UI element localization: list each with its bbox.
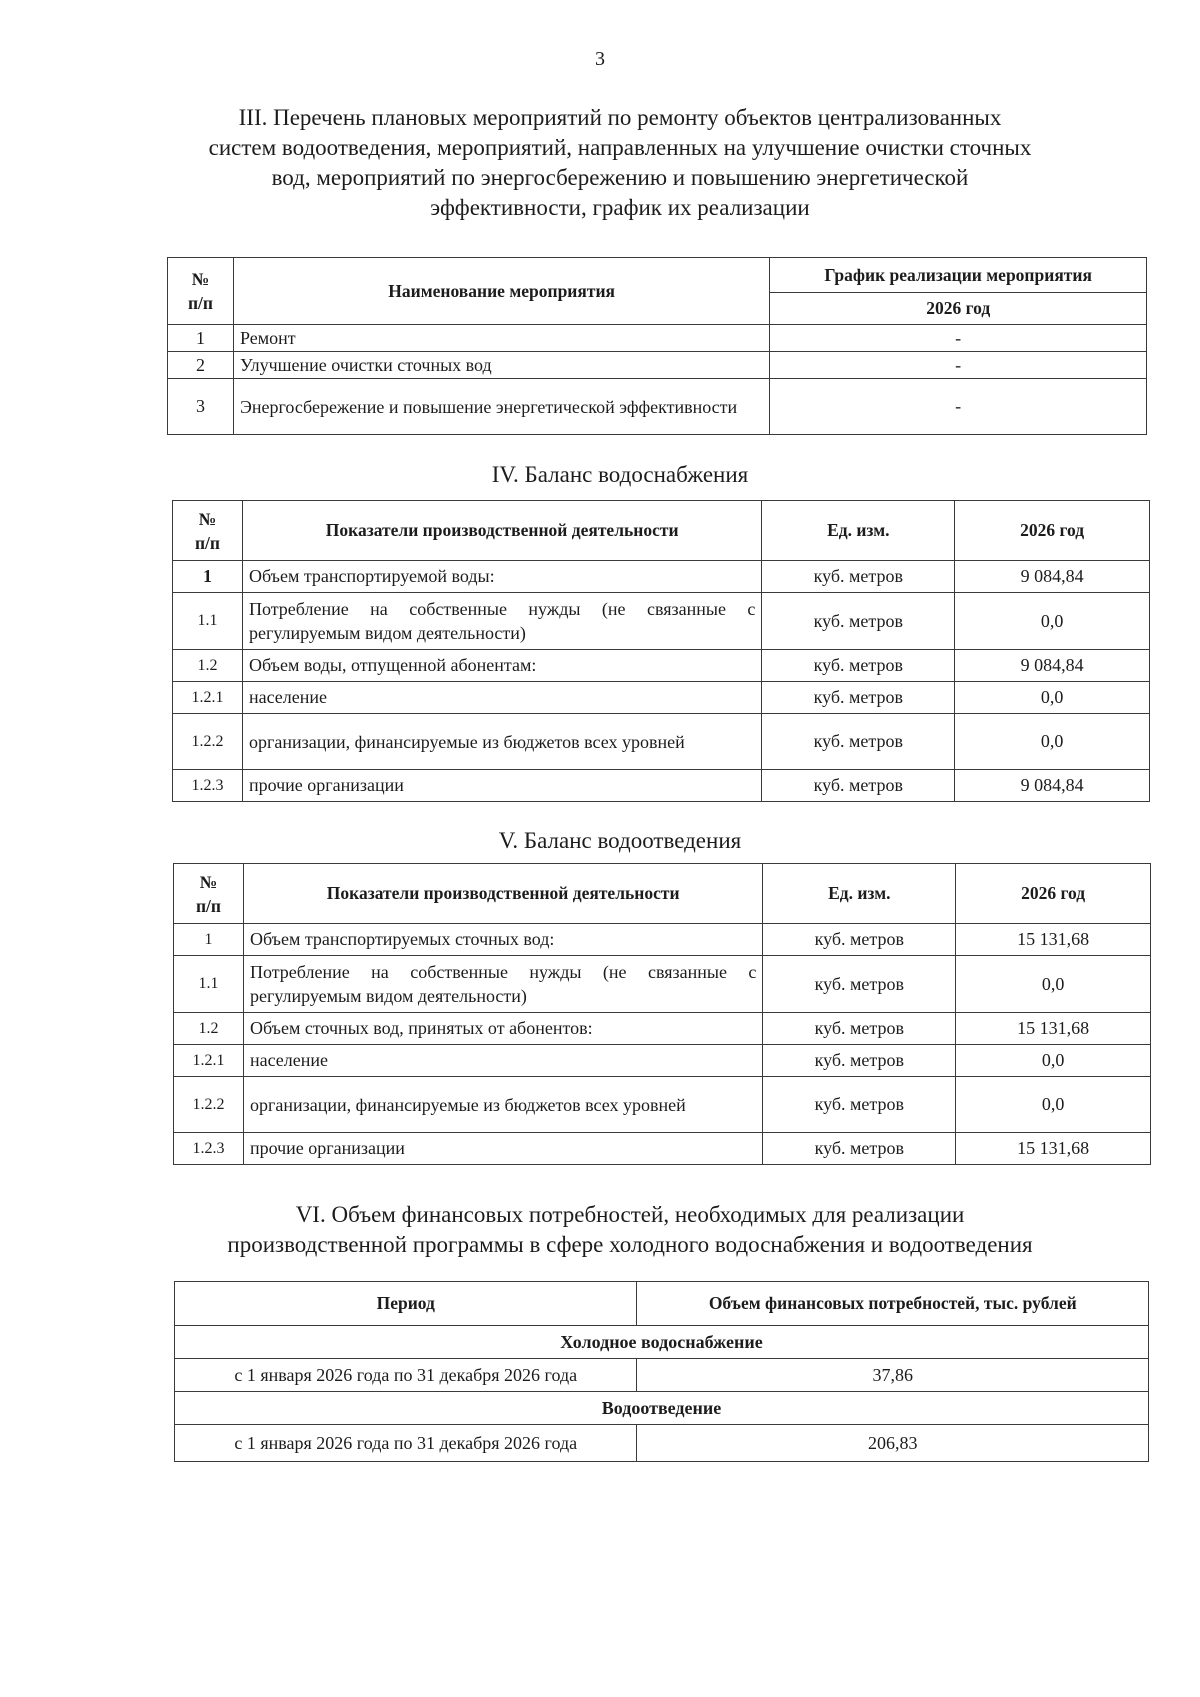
section3-title (150, 103, 1090, 223)
row-value: - (770, 379, 1147, 435)
row-unit: куб. метров (763, 1077, 956, 1133)
row-num: 1.1 (174, 956, 244, 1013)
row-name: Улучшение очистки сточных вод (233, 352, 769, 379)
row-value: 15 131,68 (956, 1133, 1151, 1165)
row-name: население (243, 1045, 762, 1077)
row-value: - (770, 352, 1147, 379)
row-unit: куб. метров (762, 714, 955, 770)
row-num: 1.2.1 (174, 1045, 244, 1077)
group-cold-water-supply: Холодное водоснабжение (175, 1326, 1149, 1359)
row-unit: куб. метров (763, 1045, 956, 1077)
row-value: 0,0 (955, 593, 1150, 650)
table-row (174, 956, 1151, 1013)
row-value: 15 131,68 (956, 1013, 1151, 1045)
row-value: 0,0 (955, 714, 1150, 770)
table-row (175, 1359, 1149, 1392)
row-value: 9 084,84 (955, 770, 1150, 802)
row-num: 1.2.2 (173, 714, 243, 770)
section6-title-line: производственной программы в сфере холодного водоснабжения и водоотведения (227, 1232, 1033, 1257)
row-name: Объем сточных вод, принятых от абонентов: (243, 1013, 762, 1045)
col-unit-header: Ед. изм. (763, 864, 956, 924)
row-value: 0,0 (956, 956, 1151, 1013)
table-row (173, 770, 1150, 802)
table-row (175, 1425, 1149, 1462)
row-name: Ремонт (233, 325, 769, 352)
row-unit: куб. метров (763, 1133, 956, 1165)
row-unit: куб. метров (763, 1013, 956, 1045)
section3-title-line: эффективности, график их реализации (430, 195, 810, 220)
table-row (174, 924, 1151, 956)
row-value: 0,0 (956, 1077, 1151, 1133)
table-row (173, 650, 1150, 682)
financial-needs-table (174, 1281, 1149, 1462)
row-name: Объем транспортируемой воды: (242, 561, 761, 593)
section5-title (150, 826, 1090, 856)
row-value: - (770, 325, 1147, 352)
col-year-header: 2026 год (955, 501, 1150, 561)
table-row (174, 1013, 1151, 1045)
group-wastewater: Водоотведение (175, 1392, 1149, 1425)
col-amount-header: Объем финансовых потребностей, тыс. рублей (637, 1282, 1149, 1326)
col-year-header: 2026 год (956, 864, 1151, 924)
row-name: организации, финансируемые из бюджетов всех уровней (242, 714, 761, 770)
row-unit: куб. метров (762, 593, 955, 650)
row-value: 0,0 (956, 1045, 1151, 1077)
row-period: с 1 января 2026 года по 31 декабря 2026 года (175, 1359, 637, 1392)
col-num-header: № п/п (173, 501, 243, 561)
events-table (167, 257, 1147, 435)
row-num: 1.2.3 (174, 1133, 244, 1165)
table-row (173, 714, 1150, 770)
section4-title-text: IV. Баланс водоснабжения (491, 462, 749, 487)
col-name-header: Показатели производственной деятельности (243, 864, 762, 924)
row-value: 0,0 (955, 682, 1150, 714)
row-name: Энергосбережение и повышение энергетической эффективности (233, 379, 769, 435)
row-name: Потребление на собственные нужды (не связанные с регулируемым видом деятельности) (243, 956, 762, 1013)
row-num: 1.1 (173, 593, 243, 650)
table-row (173, 593, 1150, 650)
row-name: Потребление на собственные нужды (не связанные с регулируемым видом деятельности) (242, 593, 761, 650)
row-name: Объем воды, отпущенной абонентам: (242, 650, 761, 682)
col-period-header: Период (175, 1282, 637, 1326)
row-unit: куб. метров (762, 561, 955, 593)
row-num: 1 (174, 924, 244, 956)
row-num: 1.2 (174, 1013, 244, 1045)
table-row (168, 352, 1147, 379)
section3-title-line: систем водоотведения, мероприятий, направленных на улучшение очистки сточных (208, 135, 1032, 160)
col-schedule-header: График реализации мероприятия (770, 258, 1147, 293)
row-unit: куб. метров (763, 956, 956, 1013)
row-unit: куб. метров (762, 682, 955, 714)
row-name: прочие организации (243, 1133, 762, 1165)
row-num: 1 (168, 325, 234, 352)
table-row (174, 1133, 1151, 1165)
col-name-header: Наименование мероприятия (233, 258, 769, 325)
row-name: организации, финансируемые из бюджетов всех уровней (243, 1077, 762, 1133)
row-unit: куб. метров (763, 924, 956, 956)
table-row (168, 379, 1147, 435)
section4-title (150, 460, 1090, 490)
col-unit-header: Ед. изм. (762, 501, 955, 561)
col-year-header: 2026 год (770, 293, 1147, 325)
section3-title-line: вод, мероприятий по энергосбережению и повышению энергетической (271, 165, 969, 190)
row-name: Объем транспортируемых сточных вод: (243, 924, 762, 956)
row-num: 1.2.3 (173, 770, 243, 802)
row-period: с 1 января 2026 года по 31 декабря 2026 года (175, 1425, 637, 1462)
water-supply-balance-table (172, 500, 1150, 802)
row-value: 9 084,84 (955, 561, 1150, 593)
row-amount: 37,86 (637, 1359, 1149, 1392)
col-num-header: № п/п (168, 258, 234, 325)
row-num: 2 (168, 352, 234, 379)
table-row (174, 1077, 1151, 1133)
row-unit: куб. метров (762, 770, 955, 802)
section5-title-text: V. Баланс водоотведения (498, 828, 742, 853)
row-value: 9 084,84 (955, 650, 1150, 682)
row-num: 1.2.1 (173, 682, 243, 714)
table-row (173, 682, 1150, 714)
table-row (168, 325, 1147, 352)
row-name: прочие организации (242, 770, 761, 802)
row-num: 1.2 (173, 650, 243, 682)
table-row (173, 561, 1150, 593)
row-num: 1.2.2 (174, 1077, 244, 1133)
row-name: население (242, 682, 761, 714)
col-name-header: Показатели производственной деятельности (242, 501, 761, 561)
page-number: 3 (595, 48, 605, 70)
row-amount: 206,83 (637, 1425, 1149, 1462)
row-unit: куб. метров (762, 650, 955, 682)
section6-title (150, 1200, 1110, 1260)
section6-title-line: VI. Объем финансовых потребностей, необходимых для реализации (295, 1202, 965, 1227)
table-row (174, 1045, 1151, 1077)
row-value: 15 131,68 (956, 924, 1151, 956)
wastewater-balance-table (173, 863, 1151, 1165)
section3-title-line: III. Перечень плановых мероприятий по ремонту объектов централизованных (238, 105, 1002, 130)
row-num: 3 (168, 379, 234, 435)
col-num-header: № п/п (174, 864, 244, 924)
row-num: 1 (173, 561, 243, 593)
